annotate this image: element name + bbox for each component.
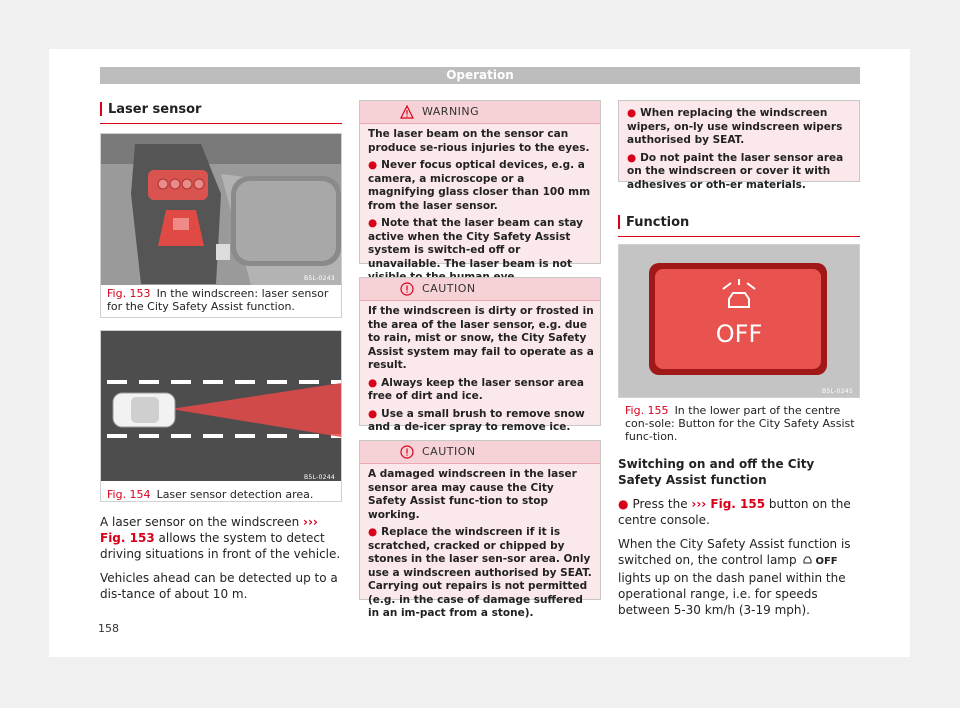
caution-bullet: ● Do not paint the laser sensor area on the windscreen or cover it with adhesives or oth-er materials. (627, 151, 844, 191)
caution-body (368, 468, 594, 625)
caption-text: In the windscreen: laser sensor for the City Safety Assist function. (107, 287, 329, 313)
left-body-text (100, 514, 342, 610)
figure-154-caption (107, 488, 339, 501)
caution-body (368, 305, 594, 439)
figure-code: B5L-0244 (303, 474, 335, 481)
paragraph-text: allows the system to detect driving situations in front of the vehicle. (100, 531, 341, 561)
figure-number: Fig. 155 (625, 404, 669, 417)
laser-sensor-photo (101, 134, 341, 285)
caution-bullet: ● Use a small brush to remove snow and a de-icer spray to remove ice. (368, 407, 585, 433)
continued-caution-box (618, 100, 860, 191)
page-number: 158 (98, 622, 119, 635)
caption-text: Laser sensor detection area. (156, 488, 314, 501)
detection-area-illustration (101, 331, 341, 481)
paragraph (100, 514, 342, 562)
figure-number: Fig. 154 (107, 488, 151, 501)
warning-body (368, 128, 594, 289)
caution-header (360, 278, 600, 301)
caution-circle-icon (400, 282, 414, 296)
caution-label: CAUTION (422, 445, 476, 458)
caution-circle-icon (400, 445, 414, 459)
warning-label: WARNING (422, 105, 480, 118)
figure-code: B5L-0243 (303, 275, 335, 282)
figure-155-caption (625, 404, 857, 443)
caution-box-1 (359, 277, 601, 433)
warning-header (360, 101, 600, 124)
figure-154 (100, 330, 342, 502)
warning-bullet: ● Note that the laser beam can stay active when the City Safety Assist system is switch-ed off or unavailable. The laser beam is not (368, 217, 584, 270)
sub-heading: Switching on and off the City Safety Assist function (618, 457, 815, 487)
control-lamp-text: OFF (815, 556, 838, 567)
paragraph: When the City Safety Assist function is switched on, the control lamp OFF lights up on the dash panel within the operational range, i.e. for speeds between 5-30 km/h (3-19 mph). (618, 537, 851, 617)
figure-155 (618, 244, 860, 398)
warning-box (359, 100, 601, 270)
figure-code: B5L-0245 (821, 388, 853, 395)
caution-bullet: ● Replace the windscreen if it is scratched, cracked or chipped by stones in the laser sen-sor area. Only use a windscreen authorised by SEAT. Carrying out repairs is not permitted (e.g. in the case of damage suffered in an im-pact from a stone). (368, 526, 592, 619)
warning-bullet: ● Never focus optical devices, e.g. a camera, a microscope or a magnifying glass closer than 100 mm from the laser sensor. (368, 159, 591, 212)
caution-box-2 (359, 440, 601, 619)
control-lamp-icon (802, 553, 813, 569)
section-title-function: Function (618, 215, 860, 237)
caution-header (360, 441, 600, 464)
figure-reference-link[interactable]: ››› Fig. 153 (100, 515, 318, 545)
section-title-laser-sensor: Laser sensor (100, 102, 342, 124)
off-button-label: OFF (715, 320, 763, 348)
step: ● Press the ››› Fig. 155 button on the centre console. (618, 497, 851, 527)
paragraph: Vehicles ahead can be detected up to a dis-tance of about 10 m. (100, 571, 338, 601)
page-header: Operation (100, 67, 860, 84)
paragraph-text: A laser sensor on the windscreen (100, 515, 304, 529)
figure-number: Fig. 153 (107, 287, 151, 300)
warning-triangle-icon (400, 105, 414, 119)
caution-intro: If the windscreen is dirty or frosted in the area of the laser sensor, e.g. due to rain, mist or snow, the City Safety Assist system may fail to operate as a result. (368, 305, 594, 371)
caution-bullet: ● Always keep the laser sensor area free of dirt and ice. (368, 376, 584, 402)
caution-intro: A damaged windscreen in the laser sensor area may cause the City Safety Assist func-tion to stop working. (368, 468, 577, 521)
caution-label: CAUTION (422, 282, 476, 295)
figure-reference-link[interactable]: ››› Fig. 155 (691, 497, 766, 511)
warning-intro: The laser beam on the sensor can produce se-rious injuries to the eyes. (368, 128, 590, 154)
figure-153-caption (107, 287, 339, 313)
right-body-text (618, 456, 860, 626)
continued-caution-body (627, 107, 853, 196)
caution-bullet: ● When replacing the windscreen wipers, on-ly use windscreen wipers authorised by SEAT. (627, 107, 843, 146)
caption-text: In the lower part of the centre con-sole: Button for the City Safety Assist func-tion. (625, 404, 855, 443)
